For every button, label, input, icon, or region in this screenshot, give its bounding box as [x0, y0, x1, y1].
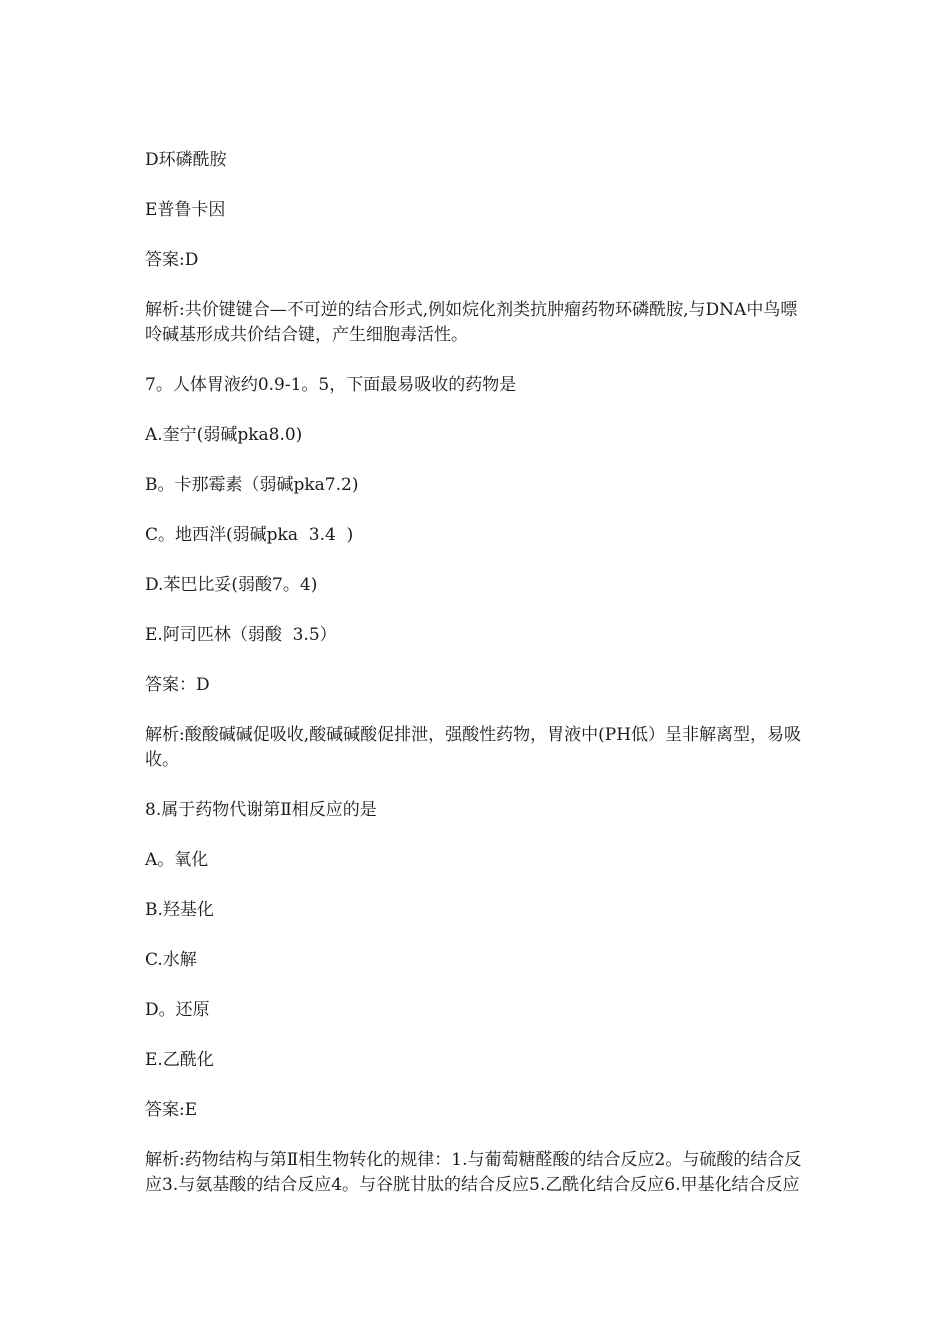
q7-option-d: D.苯巴比妥(弱酸7。4) [145, 575, 318, 595]
q8-option-d: D。还原 [145, 1000, 210, 1020]
option-e-procaine: E普鲁卡因 [145, 200, 226, 220]
q7-option-b: B。卡那霉素（弱碱pka7.2) [145, 475, 359, 495]
answer-q7: 答案：D [145, 675, 210, 695]
document-body [145, 148, 805, 1223]
q7-option-a: A.奎宁(弱碱pka8.0) [145, 425, 303, 445]
explanation-q6: 解析:共价键键合—不可逆的结合形式,例如烷化剂类抗肿瘤药物环磷酰胺,与DNA中鸟嘌呤碱基形成共价结合键，产生细胞毒活性。 [145, 300, 798, 345]
q7-option-c: C。地西泮(弱碱pka 3.4 ) [145, 525, 354, 545]
q8-option-a: A。氧化 [145, 850, 209, 870]
question-7: 7。人体胃液约0.9-1。5，下面最易吸收的药物是 [145, 375, 517, 395]
q8-option-e: E.乙酰化 [145, 1050, 214, 1070]
q7-option-e: E.阿司匹林（弱酸 3.5） [145, 625, 337, 645]
answer-q6: 答案:D [145, 250, 199, 270]
question-8: 8.属于药物代谢第Ⅱ相反应的是 [145, 800, 377, 820]
explanation-q8: 解析:药物结构与第Ⅱ相生物转化的规律：1.与葡萄糖醛酸的结合反应2。与硫酸的结合反应3.与氨基酸的结合反应4。与谷胱甘肽的结合反应5.乙酰化结合反应6.甲基化结合反应 [145, 1150, 802, 1195]
q8-option-b: B.羟基化 [145, 900, 214, 920]
option-d-cyclophosphamide: D环磷酰胺 [145, 150, 227, 170]
q8-option-c: C.水解 [145, 950, 197, 970]
explanation-q7: 解析:酸酸碱碱促吸收,酸碱碱酸促排泄，强酸性药物，胃液中(PH低）呈非解离型，易吸收。 [145, 725, 802, 770]
answer-q8: 答案:E [145, 1100, 198, 1120]
